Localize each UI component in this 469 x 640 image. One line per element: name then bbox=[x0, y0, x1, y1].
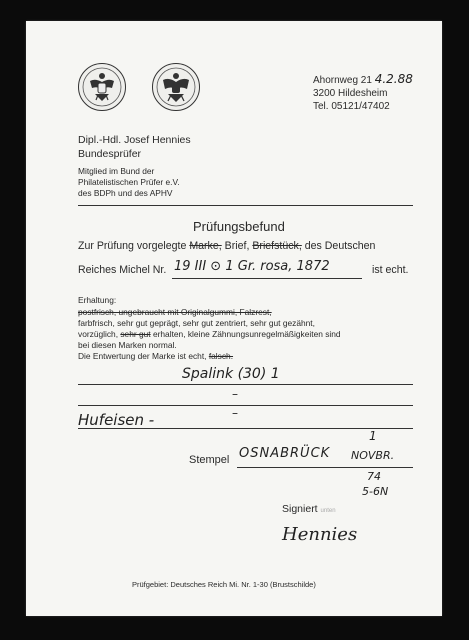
option-marke: Marke, bbox=[189, 240, 222, 252]
intro-line bbox=[78, 240, 375, 252]
certificate-heading: Prüfungsbefund bbox=[193, 219, 285, 234]
michel-prefix: Reiches Michel Nr. bbox=[78, 264, 167, 276]
handwritten-date: 4.2.88 bbox=[374, 72, 413, 86]
footer-text: Prüfgebiet: Deutsches Reich Mi. Nr. 1-30 (Brustschilde) bbox=[132, 580, 316, 589]
condition-line-3b: erhalten, kleine Zähnungsunregelmäßigkeiten sind bbox=[152, 329, 341, 339]
hand-stamp-month: NOVBR. bbox=[351, 449, 395, 462]
signature-label-text: Signiert bbox=[282, 503, 318, 515]
membership-line-1: Mitglied im Bund der bbox=[78, 166, 155, 176]
stamp-underline bbox=[237, 467, 413, 468]
blank-line-2 bbox=[78, 405, 413, 406]
signature-handwritten: Hennies bbox=[282, 524, 358, 545]
hand-hufeisen: Hufeisen - bbox=[78, 411, 155, 429]
signature-label bbox=[282, 503, 336, 515]
condition-label: Erhaltung: bbox=[78, 295, 117, 305]
hand-stamp-day: 1 bbox=[369, 429, 377, 443]
certificate-card bbox=[26, 21, 442, 616]
examiner-name: Dipl.-Hdl. Josef Hennies bbox=[78, 134, 191, 146]
hand-spalink: Spalink (30) 1 bbox=[182, 366, 280, 382]
intro-prefix: Zur Prüfung vorgelegte bbox=[78, 240, 187, 252]
cancellation-struck: falsch. bbox=[208, 351, 234, 361]
membership-line-2: Philatelistischen Prüfer e.V. bbox=[78, 177, 180, 187]
divider bbox=[78, 205, 413, 206]
blank-line-3 bbox=[78, 428, 413, 429]
intro-suffix: des Deutschen bbox=[304, 240, 376, 252]
condition-line-3 bbox=[78, 329, 341, 340]
address-street-line bbox=[313, 73, 413, 87]
membership-line-3: des BDPh und des APHV bbox=[78, 188, 173, 198]
option-briefstueck: Briefstück, bbox=[252, 240, 302, 252]
condition-line-3a: vorzüglich, bbox=[78, 329, 119, 339]
signature-faint: unten bbox=[320, 508, 336, 514]
hand-dash-2: – bbox=[232, 406, 238, 420]
hand-stamp-year: 74 bbox=[367, 470, 381, 483]
cancellation-text: Die Entwertung der Marke ist echt, bbox=[78, 351, 207, 361]
option-brief: Brief, bbox=[224, 240, 250, 252]
michel-underline bbox=[172, 278, 362, 279]
stamp-label: Stempel bbox=[189, 454, 230, 466]
blank-line-1 bbox=[78, 384, 413, 385]
condition-line-4: bei diesen Marken normal. bbox=[78, 340, 177, 350]
address-street: Ahornweg 21 bbox=[313, 75, 372, 86]
condition-line-3-struck: sehr gut bbox=[120, 329, 151, 339]
eagle-seal-left-icon bbox=[78, 63, 126, 111]
examiner-title: Bundesprüfer bbox=[78, 148, 142, 160]
hand-dash-1: – bbox=[232, 387, 238, 401]
eagle-seal-right-icon bbox=[152, 63, 200, 111]
condition-line-2: farbfrisch, sehr gut geprägt, sehr gut zentriert, sehr gut gezähnt, bbox=[78, 318, 315, 328]
address-city: 3200 Hildesheim bbox=[313, 88, 388, 99]
condition-line-1: postfrisch, ungebraucht mit Originalgummi, Falzrest, bbox=[78, 307, 272, 317]
cancellation-line bbox=[78, 351, 233, 362]
hand-stamp-place: OSNABRÜCK bbox=[239, 446, 331, 461]
michel-handwritten: 19 III ⊙ 1 Gr. rosa, 1872 bbox=[174, 259, 330, 274]
hand-stamp-time: 5-6N bbox=[362, 485, 389, 498]
address-phone: Tel. 05121/47402 bbox=[313, 101, 390, 112]
michel-suffix: ist echt. bbox=[372, 264, 409, 276]
